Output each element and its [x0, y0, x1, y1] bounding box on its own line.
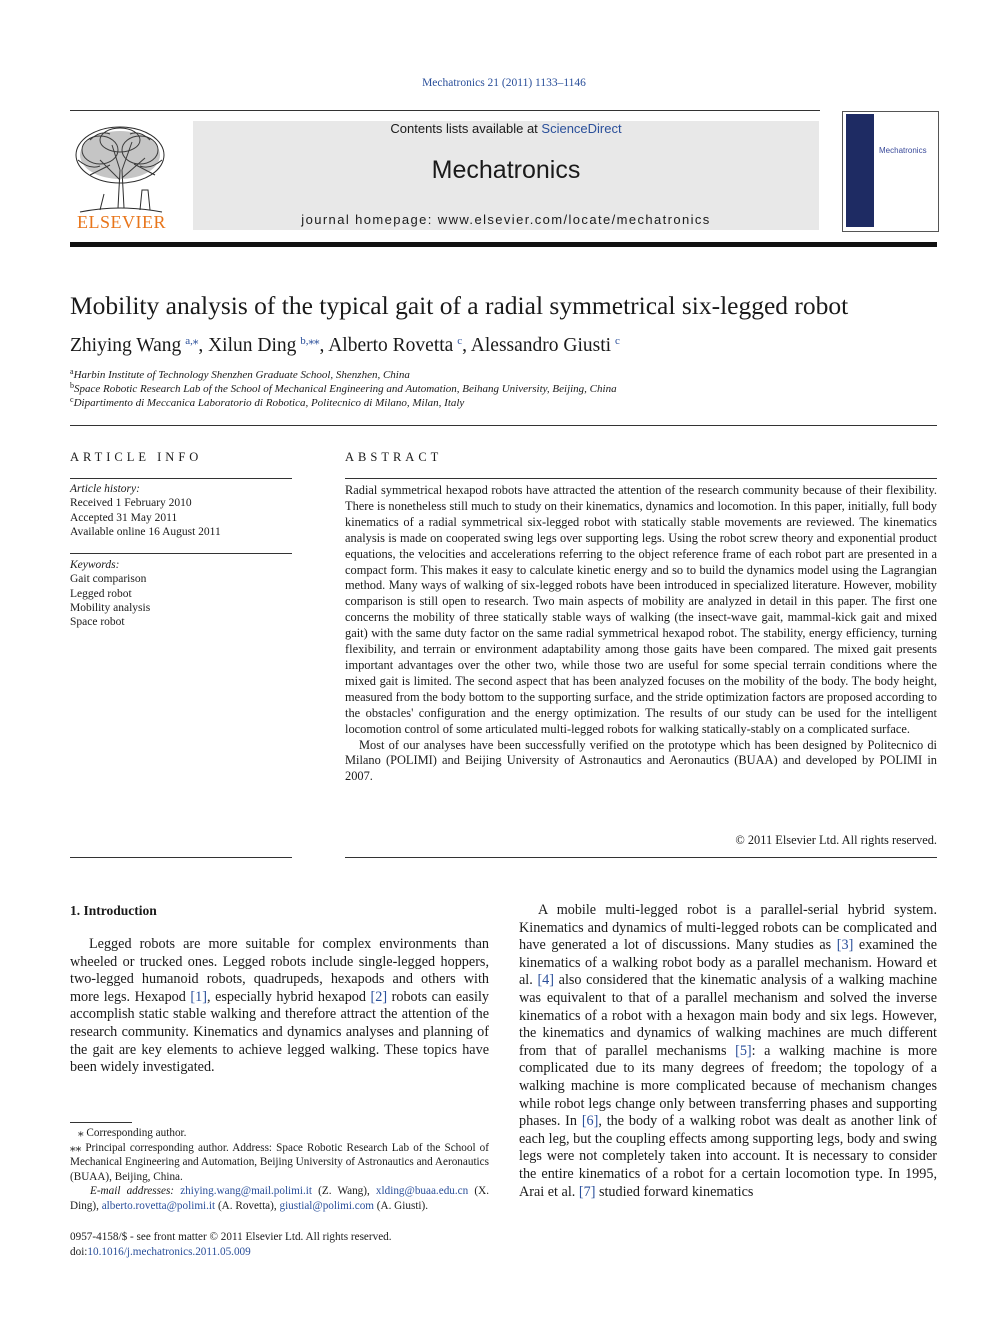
issn-line: 0957-4158/$ - see front matter © 2011 Elsevier Ltd. All rights reserved.: [70, 1231, 392, 1243]
header-rule: [70, 110, 820, 111]
doi-line: [70, 1245, 489, 1260]
keywords-label: Keywords:: [70, 559, 120, 571]
email-owner: (X. Ding),: [70, 1185, 489, 1212]
header-thick-rule: [70, 242, 937, 247]
citation-link[interactable]: [1]: [190, 988, 207, 1005]
author-name: Alessandro Giusti: [470, 335, 612, 356]
abstract-paragraph: Most of our analyses have been successfully verified on the prototype which has been designed by Politecnico di Milano (POLIMI) and Beijing University of Astronautics and Aeronautics (BUAA) and developed by POLIMI in 2007.: [345, 737, 937, 784]
affiliation: [70, 367, 410, 381]
doi-label: doi:: [70, 1245, 88, 1258]
contents-prefix: Contents lists available at: [390, 121, 542, 136]
citation-link[interactable]: [7]: [578, 1183, 596, 1200]
body-paragraph: [519, 902, 937, 1201]
text-run: A mobile multi-legged robot is a parallel-serial hybrid system. Kinematics and dynamics of multi-legged robots can be complicated and have generated a lot of discussions. Many studies as: [519, 902, 937, 954]
affiliation-text: Space Robotic Research Lab of the School of Mechanical Engineering and Automation, Beihang University, Beijing, China: [74, 383, 617, 395]
article-info-rule: [70, 553, 292, 554]
text-run: , especially hybrid hexapod: [206, 988, 371, 1005]
corresponding-author-note: ⁎ Corresponding author.: [78, 1127, 187, 1139]
article-info-heading: ARTICLE INFO: [70, 450, 203, 464]
keyword: Legged robot: [70, 587, 132, 600]
abstract-paragraph: Radial symmetrical hexapod robots have attracted the attention of the research community because of their flexibility. There is nonetheless still much to study on their kinematics, dynamics and locomotion. In this paper, initially, full body kinematics of a radial symmetrical six-legged robot with statically stable movements are reviewed. The kinematics analysis is made on cooperated swing legs over supporting legs. Using the robot screw theory and exponential product equations, the velocities and accelerations referring to the object reference frame of each robot part are presented in a compact form. This makes it easy to calculate kinetic energy and so to build the dynamics model using the Lagrangian method. Many ways of walking of six-legged robots have been introduced in specialized literature. However, mobility comparison is still open to research. Two main aspects of mobility are analyzed in detail in this paper. The first one concerns the mobility of three statically stable ways of walking (the insect-wave gait, mammal-kick gait and mixed gait) with the same duty factor on the same radial symmetrical hexapod robot. The stability, energy efficiency, turning flexibility, and terrain or environment adaptability among those gaits have been compared. The mixed gait presents important advantages over the other two, while those two are useful for some special terrain conditions where the mixed gait is limited. The second aspect that has been analyzed focuses on the mobility of the body. The body height, measured from the body bottom to the supporting surface, and the stride optimization factors are proposed according to the obstacles' configuration and the energy optimization. The results of our study can be used for the intelligent locomotion control of some articulated multi-legged robots for walking statically-stably on a complicated surface.: [345, 483, 937, 736]
email-label: E-mail addresses:: [90, 1185, 175, 1197]
author-affiliation-link[interactable]: b,⁎⁎: [300, 335, 320, 347]
email-link[interactable]: zhiying.wang@mail.polimi.it: [180, 1185, 312, 1197]
homepage-url[interactable]: www.elsevier.com/locate/mechatronics: [437, 212, 711, 227]
article-info-rule: [70, 478, 292, 479]
contents-line: [193, 121, 819, 136]
keyword: Mobility analysis: [70, 601, 151, 614]
principal-author-note: ⁎⁎ Principal corresponding author. Address: Space Robotic Research Lab of the School of Mechanical Engineering and Automation, Beijing University of Astronautics and Aeronautics (BUAA), Beijing, China.: [70, 1141, 489, 1183]
citation-link[interactable]: [2]: [370, 988, 388, 1005]
affiliation-text: Harbin Institute of Technology Shenzhen Graduate School, Shenzhen, China: [73, 369, 410, 381]
author-affiliation-link[interactable]: c: [457, 335, 463, 347]
keywords: [70, 558, 292, 629]
sciencedirect-link[interactable]: ScienceDirect: [541, 121, 622, 136]
author-name: Alberto Rovetta: [328, 335, 454, 356]
copyright: © 2011 Elsevier Ltd. All rights reserved.: [735, 833, 937, 847]
affiliation-marker: b: [70, 381, 74, 390]
email-owner: (Z. Wang),: [312, 1185, 376, 1197]
text-run: : a walking machine is more complicated due to its many degrees of freedom; the topology of a walking machine is more complicated because of mechanism changes while robot legs change only between transferring phases and supporting phases. In: [519, 1042, 937, 1130]
author-list: Zhiying Wang $^{a,⁎}$, Xilun Ding $^{b,⁎⁎}$, Alberto Rovetta $^c$, Alessandro Giusti $^c$: [70, 335, 620, 356]
email-owner: (A. Rovetta),: [215, 1199, 280, 1212]
citation-link[interactable]: [6]: [581, 1113, 599, 1130]
intro-paragraph: [70, 936, 489, 1077]
affiliation-marker: c: [70, 395, 74, 404]
cover-title: Mechatronics: [879, 146, 927, 155]
text-run: , the body of a walking robot was dealt as another link of each leg, but the coupling effects among supporting legs, body and swing legs were not completely taken into account. It is necessary to consider the entire kinematics of a robot for a certain locomotion type. In 1995, Arai et al.: [519, 1113, 937, 1200]
text-run: robots can easily accomplish static stable walking and therefore attract the attention of the research community. Kinematics and dynamics analyses and planning of the gait are key elements to achieve legged walking. These topics have been widely investigated.: [70, 988, 489, 1076]
abstract-rule: [345, 478, 937, 479]
email-link[interactable]: xlding@buaa.edu.cn: [375, 1185, 469, 1197]
history-received: Received 1 February 2010: [70, 497, 192, 510]
elsevier-wordmark: ELSEVIER: [77, 212, 166, 232]
citation-link[interactable]: [5]: [735, 1042, 752, 1059]
footnotes: [70, 1126, 489, 1213]
history-label: Article history:: [70, 483, 140, 495]
history-accepted: Accepted 31 May 2011: [70, 511, 178, 524]
keyword: Space robot: [70, 616, 125, 629]
affiliation: [70, 395, 464, 409]
citation-link[interactable]: [3]: [836, 937, 854, 954]
history-online: Available online 16 August 2011: [70, 525, 221, 538]
author-name: Xilun Ding: [208, 335, 297, 356]
email-link[interactable]: giustial@polimi.com: [279, 1199, 374, 1212]
journal-citation[interactable]: Mechatronics 21 (2011) 1133–1146: [422, 77, 586, 89]
journal-homepage: [193, 212, 819, 227]
email-link[interactable]: alberto.rovetta@polimi.it: [101, 1199, 216, 1212]
paper-title: Mobility analysis of the typical gait of a radial symmetrical six-legged robot: [70, 291, 849, 320]
issn-doi-block: [70, 1230, 489, 1259]
author-affiliation-link[interactable]: a,⁎: [185, 335, 199, 347]
section-rule: [70, 425, 937, 426]
homepage-label: journal homepage:: [301, 212, 438, 227]
text-run: also considered that the kinematic analysis of a walking machine was equivalent to that of a parallel mechanism and solved the inverse kinematics of a robot with a hexagon main body and six legs. However, the kinematics and dynamics of walking machines are much different from that of parallel mechanisms: [519, 972, 937, 1059]
article-history: [70, 482, 292, 539]
citation-link[interactable]: [4]: [537, 972, 554, 989]
affiliation-text: Dipartimento di Meccanica Laboratorio di Robotica, Politecnico di Milano, Milan, Italy: [73, 397, 465, 409]
keyword: Gait comparison: [70, 573, 147, 586]
abstract-rule: [345, 857, 937, 858]
text-run: examined the kinematics of a walking robot body as a parallel mechanism. Howard et al.: [519, 937, 937, 989]
email-owner: (A. Giusti).: [373, 1199, 429, 1212]
doi-link[interactable]: 10.1016/j.mechatronics.2011.05.009: [87, 1245, 251, 1258]
text-run: studied forward kinematics: [595, 1183, 754, 1200]
author-name: Zhiying Wang: [70, 335, 182, 356]
affiliation: [70, 381, 617, 395]
journal-title: Mechatronics: [431, 156, 581, 184]
email-addresses: [70, 1184, 489, 1213]
cover-strip: [846, 114, 874, 227]
text-run: Legged robots are more suitable for complex environments than wheeled or trucked ones. Legged robots include single-legged hoppers, two-legged humanoid robots, quadrupeds, hexapods and others with more legs. Hexapod: [70, 936, 489, 1005]
article-info-rule: [70, 857, 292, 858]
abstract-heading: ABSTRACT: [345, 450, 443, 464]
section-heading: 1. Introduction: [70, 903, 157, 918]
author-affiliation-link[interactable]: c: [614, 335, 620, 347]
affiliation-marker: a: [70, 367, 74, 376]
footnote-rule: [70, 1122, 132, 1123]
abstract-body: [345, 483, 937, 785]
